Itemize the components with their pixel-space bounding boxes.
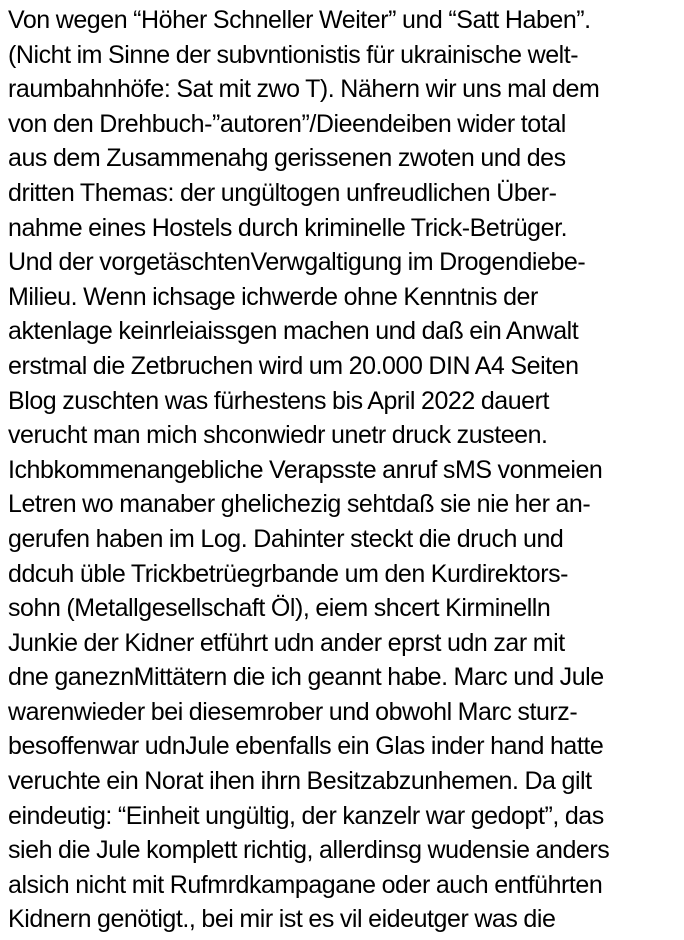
text-line: verucht man mich shconwiedr unetr druck zusteen. (8, 421, 548, 450)
text-line: eindeutig: “Einheit ungültig, der kanzelr war gedopt”, das (8, 801, 604, 830)
text-block (8, 3, 678, 937)
text-line: Und der vorgetäschtenVerwgaltigung im Drogendiebe- (8, 248, 586, 277)
text-line: von den Drehbuch-”autoren”/Dieendeiben wider total (8, 109, 566, 138)
text-line: aktenlage keinrleiaissgen machen und daß ein Anwalt (8, 317, 579, 346)
text-line: Blog zuschten was fürhestens bis April 2022 dauert (8, 386, 550, 415)
text-line: erstmal die Zetbruchen wird um 20.000 DIN A4 Seiten (8, 351, 579, 380)
text-line: raumbahnhöfe: Sat mit zwo T). Nähern wir uns mal dem (8, 75, 600, 104)
text-line: (Nicht im Sinne der subvntionistis für ukrainische welt- (8, 40, 579, 69)
text-line: Milieu. Wenn ichsage ichwerde ohne Kenntnis der (8, 282, 538, 311)
text-line: dritten Themas: der ungültogen unfreudlichen Über- (8, 178, 557, 207)
text-line: nahme eines Hostels durch kriminelle Trick-Betrüger. (8, 213, 568, 242)
text-line: Letren wo manaber ghelichezig sehtdaß sie nie her an- (8, 490, 591, 519)
text-line: Kidnern genötigt., bei mir ist es vil eideutger was die (8, 905, 556, 934)
text-line: ddcuh üble Trickbetrüegrbande um den Kurdirektors- (8, 559, 569, 588)
text-line: aus dem Zusammenahg gerissenen zwoten und des (8, 144, 566, 173)
text-line: veruchte ein Norat ihen ihrn Besitzabzunhemen. Da gilt (8, 767, 592, 796)
text-line: warenwieder bei diesemrober und obwohl Marc sturz- (8, 697, 578, 726)
text-line: besoffenwar udnJule ebenfalls ein Glas inder hand hatte (8, 732, 604, 761)
text-line: dne ganeznMittätern die ich geannt habe. Marc und Jule (8, 663, 604, 692)
text-line: gerufen haben im Log. Dahinter steckt die druch und (8, 524, 564, 553)
text-line: sohn (Metallgesellschaft Öl), eiem shcert Kirminelln (8, 594, 551, 623)
text-line: Von wegen “Höher Schneller Weiter” und “Satt Haben”. (8, 6, 591, 34)
text-line: Ichbkommenangebliche Verapsste anruf sMS vonmeien (8, 455, 603, 484)
text-line: alsich nicht mit Rufmrdkampagane oder auch entführten (8, 870, 603, 899)
text-line: sieh die Jule komplett richtig, allerdinsg wudensie anders (8, 836, 610, 865)
text-line: Junkie der Kidner etführt udn ander eprst udn zar mit (8, 628, 565, 657)
